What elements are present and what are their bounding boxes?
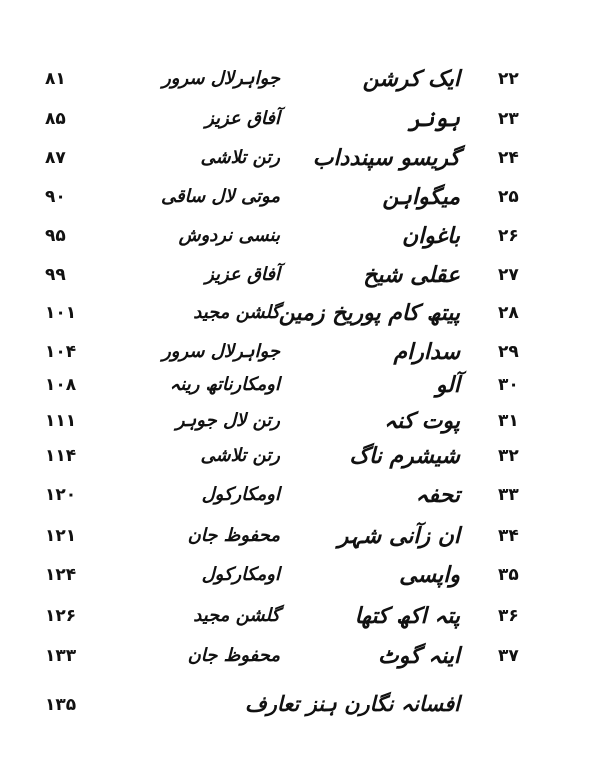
entry-author: جواہرلال سرور	[162, 341, 280, 362]
entry-author: اومکارکول	[201, 564, 280, 585]
toc-row-34	[0, 516, 600, 556]
entry-page: ۱۰۸	[45, 375, 77, 395]
entry-author: جواہرلال سرور	[162, 68, 280, 89]
entry-number: ۳۵	[498, 565, 519, 585]
toc-row-30	[0, 365, 600, 405]
entry-page: ۸۷	[45, 148, 66, 168]
entry-author: محفوظ جان	[187, 645, 280, 666]
entry-author: محفوظ جان	[187, 525, 280, 546]
entry-author: آفاق عزیز	[205, 108, 280, 129]
entry-number: ۳۱	[498, 411, 519, 431]
toc-row-26	[0, 216, 600, 256]
entry-title: پوت کنہ	[384, 408, 460, 434]
entry-page: ۱۱۱	[45, 411, 77, 431]
entry-number: ۲۷	[498, 265, 519, 285]
entry-number: ۳۶	[498, 606, 519, 626]
entry-page: ۱۲۶	[45, 606, 77, 626]
entry-author: گلشن مجید	[193, 605, 280, 626]
entry-page: ۱۲۰	[45, 485, 77, 505]
entry-page: ۹۵	[45, 226, 66, 246]
entry-number: ۲۶	[498, 226, 519, 246]
toc-row-22	[0, 59, 600, 99]
entry-title: باغوان	[402, 223, 460, 249]
entry-title: شیشرم ناگ	[349, 443, 460, 469]
toc-footer-row	[0, 684, 600, 726]
entry-title: اینہ گوٹ	[378, 643, 460, 669]
toc-row-27	[0, 255, 600, 295]
entry-number: ۳۰	[498, 375, 519, 395]
entry-title: واپسی	[399, 562, 460, 588]
entry-number: ۲۹	[498, 342, 519, 362]
entry-page: ۹۰	[45, 187, 66, 207]
entry-author: اومکارناتھ رینہ	[169, 374, 280, 395]
entry-author: رتن تلاشی	[200, 147, 280, 168]
entry-page: ۱۲۴	[45, 565, 77, 585]
entry-title: ایک کرشن	[362, 66, 460, 92]
entry-author: آفاق عزیز	[205, 264, 280, 285]
entry-number: ۲۵	[498, 187, 519, 207]
entry-title: آلو	[435, 372, 460, 398]
entry-author: رتن تلاشی	[200, 445, 280, 466]
entry-title: سدارام	[393, 339, 460, 365]
entry-page: ۱۰۱	[45, 303, 77, 323]
entry-author: موتی لال ساقی	[160, 186, 280, 207]
entry-title: عقلی شیخ	[363, 262, 460, 288]
entry-title: میگواہن	[382, 184, 460, 210]
entry-title: پتہ اکھ کتھا	[354, 603, 460, 629]
toc-row-32	[0, 436, 600, 476]
entry-author: اومکارکول	[201, 484, 280, 505]
entry-title: ہونر	[408, 106, 460, 132]
toc-row-28	[0, 293, 600, 333]
entry-number: ۳۲	[498, 446, 519, 466]
toc-row-25	[0, 177, 600, 217]
entry-number: ۲۸	[498, 303, 519, 323]
entry-title: ان زآنی شہر	[337, 523, 460, 549]
entry-author: رتن لال جوہر	[175, 410, 280, 431]
entry-page: ۸۵	[45, 109, 66, 129]
entry-page: ۹۹	[45, 265, 66, 285]
entry-number: ۲۴	[498, 148, 519, 168]
entry-number: ۳۳	[498, 485, 519, 505]
entry-page: ۱۰۴	[45, 342, 77, 362]
entry-page: ۱۱۴	[45, 446, 77, 466]
entry-title: گریسو سپندداب	[312, 145, 460, 171]
entry-number: ۲۳	[498, 109, 519, 129]
entry-title: پیتھ کام پوریخ زمین	[278, 300, 460, 326]
entry-number: ۲۲	[498, 69, 519, 89]
entry-number: ۳۴	[498, 526, 519, 546]
entry-page: ۱۲۱	[45, 526, 77, 546]
footer-page: ۱۳۵	[45, 695, 77, 715]
toc-row-35	[0, 555, 600, 595]
toc-row-33	[0, 475, 600, 515]
toc-row-36	[0, 596, 600, 636]
entry-author: بنسی نردوش	[178, 225, 280, 246]
toc-row-23	[0, 99, 600, 139]
entry-page: ۸۱	[45, 69, 66, 89]
footer-title: افسانہ نگارن ہنز تعارف	[244, 691, 460, 716]
toc-row-37	[0, 636, 600, 676]
toc-row-24	[0, 138, 600, 178]
entry-title: تحفہ	[415, 482, 460, 508]
toc-row-31	[0, 401, 600, 441]
entry-page: ۱۳۳	[45, 646, 77, 666]
entry-author: گلشن مجید	[193, 302, 280, 323]
entry-number: ۳۷	[498, 646, 519, 666]
